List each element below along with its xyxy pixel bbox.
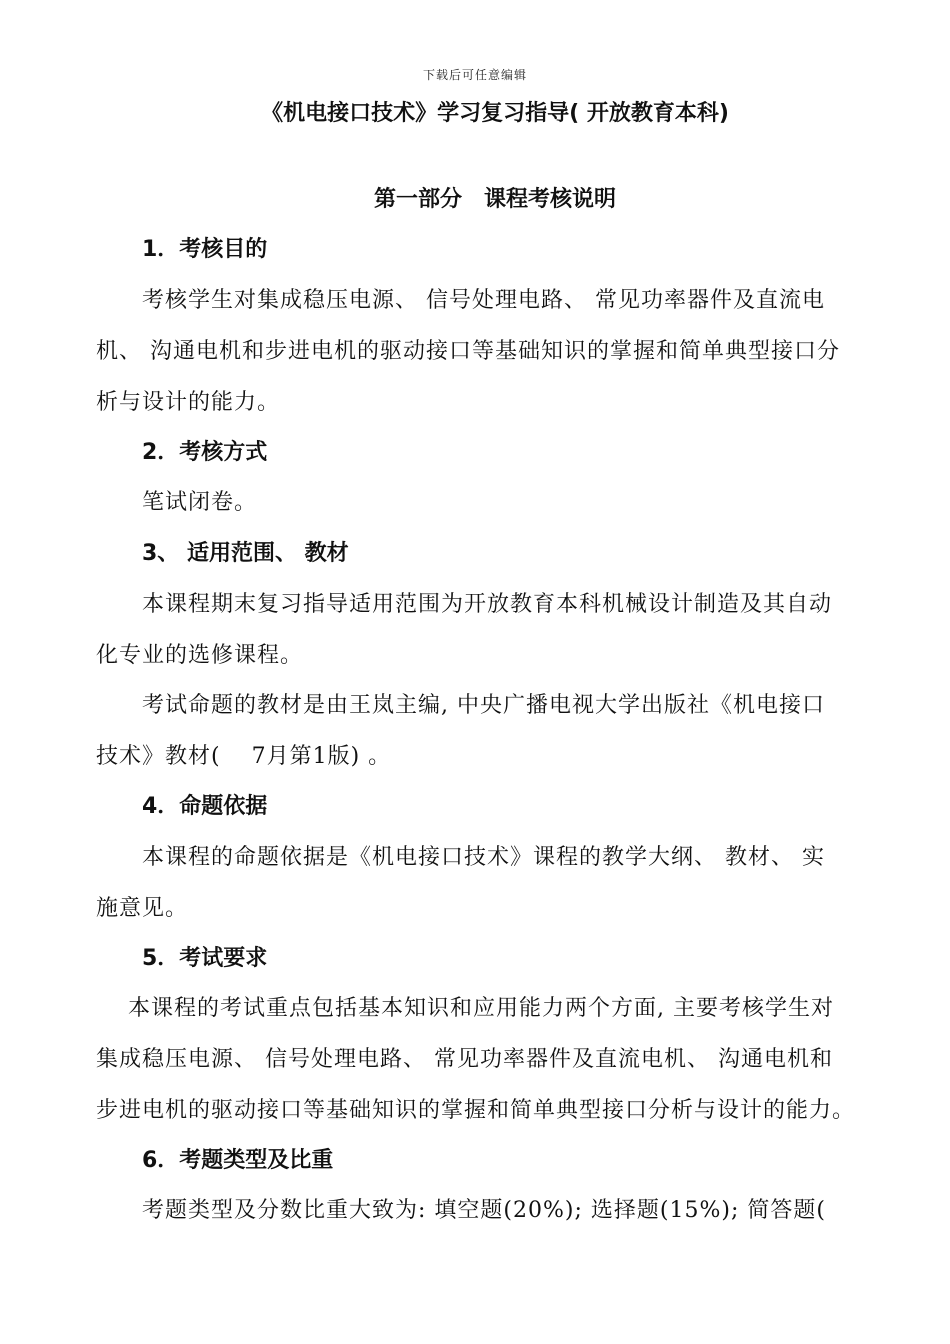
section-4-line-2: 施意见。 (96, 896, 189, 921)
part-title: 第一部分 课程考核说明 (373, 187, 616, 212)
document-title: 《机电接口技术》学习复习指导( 开放教育本科) (261, 101, 729, 126)
section-5-line-3: 步进电机的驱动接口等基础知识的掌握和简单典型接口分析与设计的能力。 (96, 1098, 856, 1123)
section-heading-4: 4．命题依据 (142, 794, 268, 819)
section-heading-3: 3、 适用范围、 教材 (142, 541, 349, 566)
header-note: 下载后可任意编辑 (422, 68, 527, 82)
section-heading-5: 5．考试要求 (142, 946, 268, 971)
section-2-line-1: 笔试闭卷。 (142, 490, 258, 515)
section-5-line-2: 集成稳压电源、 信号处理电路、 常见功率器件及直流电机、 沟通电机和 (96, 1047, 833, 1072)
section-3-line-1: 本课程期末复习指导适用范围为开放教育本科机械设计制造及其自动 (142, 592, 833, 617)
section-5-line-1: 本课程的考试重点包括基本知识和应用能力两个方面, 主要考核学生对 (128, 996, 834, 1021)
section-heading-1: 1．考核目的 (142, 237, 268, 262)
section-3-line-2: 化专业的选修课程。 (96, 643, 304, 668)
section-1-line-2: 机、 沟通电机和步进电机的驱动接口等基础知识的掌握和简单典型接口分 (96, 339, 840, 364)
section-heading-2: 2．考核方式 (142, 440, 268, 465)
section-1-line-3: 析与设计的能力。 (96, 390, 281, 415)
section-1-line-1: 考核学生对集成稳压电源、 信号处理电路、 常见功率器件及直流电 (142, 288, 825, 313)
section-4-line-1: 本课程的命题依据是《机电接口技术》课程的教学大纲、 教材、 实 (142, 845, 825, 870)
section-heading-6: 6．考题类型及比重 (142, 1148, 334, 1173)
section-3-line-3: 考试命题的教材是由王岚主编, 中央广播电视大学出版社《机电接口 (142, 693, 825, 718)
section-6-line-1: 考题类型及分数比重大致为: 填空题(20%); 选择题(15%); 简答题( (142, 1198, 826, 1223)
section-3-line-4: 技术》教材( 7月第1版) 。 (96, 744, 392, 769)
